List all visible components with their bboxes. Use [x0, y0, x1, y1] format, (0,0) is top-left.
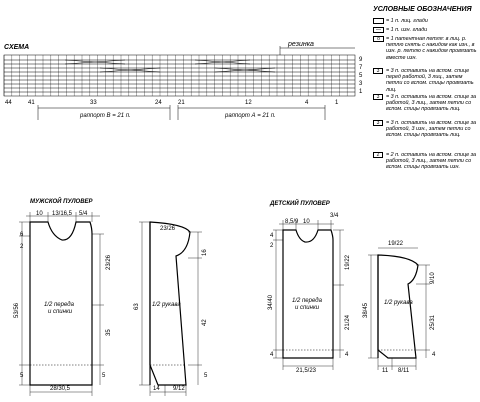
legend-item-1: = 1 п. лиц. глади	[386, 18, 428, 24]
legend-item-4: = 3 п. оставить на вспом. спице перед работой, 3 лиц., затем петли со вспом. спицы провязать лиц.	[386, 68, 474, 93]
scheme-cables	[65, 60, 275, 72]
row-number-1: 1	[359, 89, 363, 95]
legend-title: УСЛОВНЫЕ ОБОЗНАЧЕНИЯ	[373, 6, 472, 13]
kids-sleeve-bottom-2: 8/11	[398, 368, 410, 374]
kids-center-label-2: и спинки	[295, 305, 320, 311]
legend-item-6: = 3 п. оставить на вспом. спице за работой, 3 изн., затем петли со вспом. спицы провязать лиц.	[386, 120, 477, 139]
men-right-top: 23/26	[106, 254, 112, 270]
kids-left-main: 34/40	[268, 294, 274, 310]
legend-cable-1-symbol: 3	[373, 68, 383, 74]
col-number-21: 21	[178, 100, 185, 106]
kids-sleeve-right: 25/31	[430, 314, 436, 330]
kids-left-2: 2	[270, 243, 274, 249]
men-sleeve-bottom-2: 9/12	[173, 386, 185, 392]
men-top-shoulder: 13/16,5	[52, 211, 73, 217]
kids-right-top: 19/22	[345, 254, 351, 270]
men-right-bottom: 5	[102, 373, 106, 379]
men-sleeve-bottom-1: 14	[153, 386, 160, 392]
kids-sleeve-bottom-1: 11	[382, 368, 389, 374]
kids-sleeve-right-bottom: 4	[432, 352, 436, 358]
kids-sleeve-right-top: 9/10	[430, 272, 436, 284]
men-top-neck: 10	[36, 211, 43, 217]
men-right-mid: 35	[106, 329, 112, 336]
men-sleeve-top: 23/26	[160, 226, 176, 232]
kids-top-shoulder: 10	[303, 219, 310, 225]
kids-sleeve-left: 38/45	[363, 302, 369, 318]
men-sleeve-right-bottom: 5	[204, 373, 208, 379]
kids-sleeve-outline	[378, 255, 418, 358]
legend-item-3: = 1 патентная петля: в лиц. р. петлю снять с накидом как изн., в изн. р. петлю с накидом провязать вместе изн.	[386, 36, 477, 61]
men-sleeve-dims	[139, 222, 202, 396]
row-number-7: 7	[359, 65, 363, 71]
scheme-title: СХЕМА	[4, 44, 30, 51]
kids-right-mid: 21/24	[345, 314, 351, 330]
legend-item-2: = 1 п. изн. глади	[386, 27, 428, 33]
men-left-bottom: 5	[20, 373, 24, 379]
rapport-b-label: раппорт В = 21 п.	[80, 113, 131, 119]
men-center-label-1: 1/2 переда	[44, 302, 74, 308]
kids-sleeve-dims	[368, 248, 430, 370]
row-number-9: 9	[359, 57, 363, 63]
kids-left-bottom: 4	[270, 352, 274, 358]
men-center-label-2: и спинки	[48, 309, 73, 315]
scheme-columns	[4, 55, 347, 96]
men-bottom-width: 28/30,5	[50, 386, 71, 392]
row-number-5: 5	[359, 73, 363, 79]
legend-cable-2-symbol: 3	[373, 94, 383, 100]
col-number-12: 12	[245, 100, 252, 106]
col-number-1: 1	[335, 100, 339, 106]
col-number-41: 41	[28, 100, 35, 106]
kids-center-label-1: 1/2 переда	[292, 298, 322, 304]
legend-purl-symbol: —	[373, 27, 384, 33]
col-number-24: 24	[155, 100, 162, 106]
kids-body-outline	[283, 230, 333, 358]
legend-item-5: = 3 п. оставить на вспом. спице за работой, 3 лиц., затем петли со вспом. спицы провязать лиц.	[386, 94, 477, 113]
kids-sleeve-label: 1/2 рукава	[384, 300, 413, 306]
col-number-33: 33	[90, 100, 97, 106]
men-title: МУЖСКОЙ ПУЛОВЕР	[30, 199, 93, 205]
resinka-label: резинка	[288, 41, 314, 48]
legend-item-7: = 2 п. оставить на вспом. спице за работой, 3 лиц., затем петли со вспом. спицы провязать изн.	[386, 152, 477, 171]
men-top-edge: 5/4	[79, 211, 88, 217]
rapport-a-label: раппорт А = 21 п.	[225, 113, 276, 119]
kids-bottom-width: 21,5/23	[296, 368, 317, 374]
kids-top-neck: 8,5/9	[285, 219, 299, 225]
men-sleeve-right: 42	[202, 319, 208, 326]
col-number-44: 44	[5, 100, 12, 106]
men-left-2: 2	[20, 244, 24, 250]
legend-patent-symbol: o	[373, 36, 384, 42]
men-sleeve-right-top: 16	[202, 249, 208, 256]
scheme-grid	[4, 55, 355, 96]
rapport-brackets	[38, 46, 355, 120]
legend-cable-3-symbol: 3	[373, 120, 383, 126]
kids-title: ДЕТСКИЙ ПУЛОВЕР	[270, 201, 330, 207]
men-left-main: 53/56	[14, 302, 20, 318]
kids-sleeve-top: 19/22	[388, 241, 404, 247]
men-left-6: 6	[20, 232, 24, 238]
men-sleeve-label: 1/2 рукава	[152, 302, 181, 308]
legend-cable-4-symbol: 2	[373, 152, 383, 158]
row-number-3: 3	[359, 81, 363, 87]
kids-left-4: 4	[270, 233, 274, 239]
kids-right-bottom: 4	[345, 352, 349, 358]
col-number-4: 4	[305, 100, 309, 106]
legend-knit-symbol	[373, 18, 384, 24]
kids-top-edge: 3/4	[330, 213, 339, 219]
men-sleeve-left: 63	[134, 303, 140, 310]
